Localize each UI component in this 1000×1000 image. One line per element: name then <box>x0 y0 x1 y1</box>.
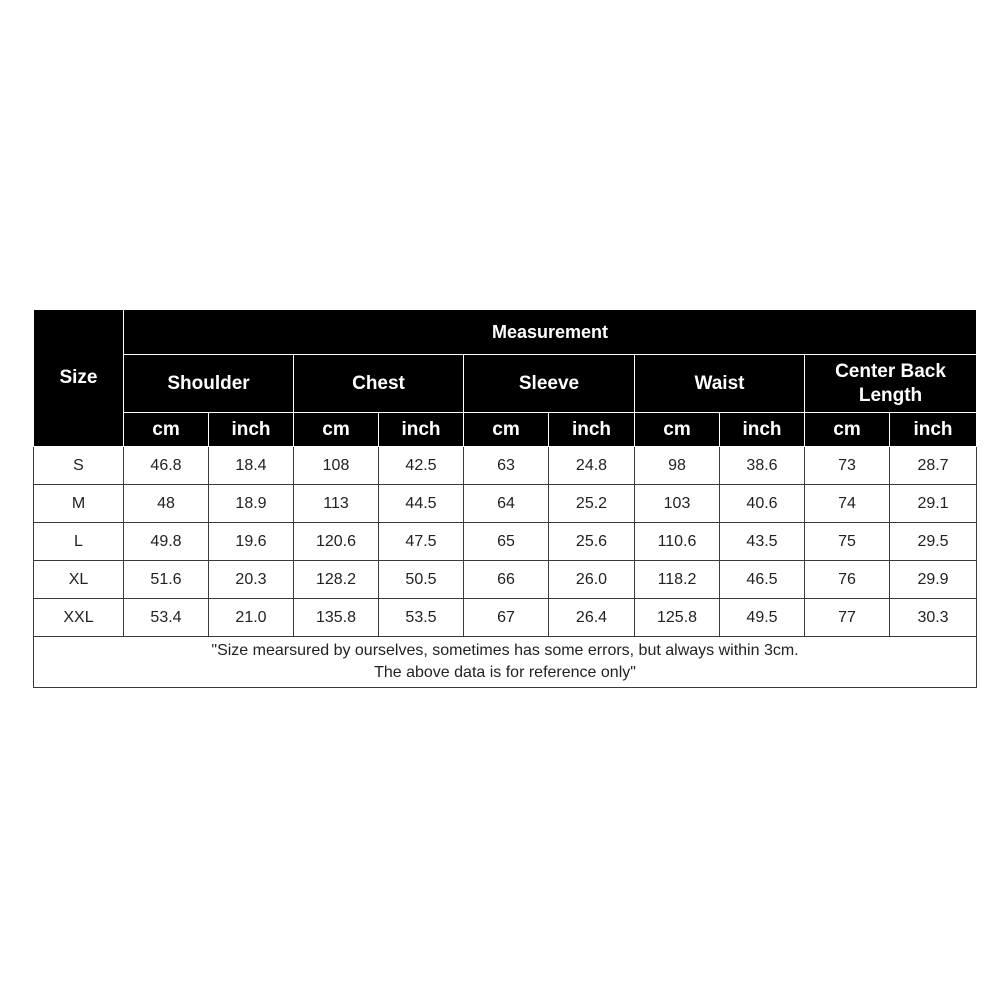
unit-header: inch <box>890 413 977 447</box>
size-table <box>33 309 977 688</box>
value-cell: 18.9 <box>209 485 294 523</box>
value-cell: 73 <box>805 447 890 485</box>
value-cell: 120.6 <box>294 523 379 561</box>
size-cell: XXL <box>34 599 124 637</box>
table-row <box>34 599 977 637</box>
value-cell: 21.0 <box>209 599 294 637</box>
value-cell: 128.2 <box>294 561 379 599</box>
unit-header: inch <box>549 413 635 447</box>
size-header: Size <box>34 310 124 447</box>
value-cell: 26.0 <box>549 561 635 599</box>
value-cell: 29.1 <box>890 485 977 523</box>
unit-header: cm <box>805 413 890 447</box>
value-cell: 51.6 <box>124 561 209 599</box>
value-cell: 46.8 <box>124 447 209 485</box>
value-cell: 98 <box>635 447 720 485</box>
value-cell: 19.6 <box>209 523 294 561</box>
value-cell: 49.8 <box>124 523 209 561</box>
group-header-waist: Waist <box>635 355 805 413</box>
group-header-chest: Chest <box>294 355 464 413</box>
value-cell: 67 <box>464 599 549 637</box>
size-cell: L <box>34 523 124 561</box>
value-cell: 29.5 <box>890 523 977 561</box>
note-line-1: "Size mearsured by ourselves, sometimes has some errors, but always within 3cm. <box>211 642 799 659</box>
value-cell: 46.5 <box>720 561 805 599</box>
note-line-2: The above data is for reference only" <box>374 664 636 681</box>
value-cell: 29.9 <box>890 561 977 599</box>
size-cell: S <box>34 447 124 485</box>
group-header-center-back-length: Center Back Length <box>805 355 977 413</box>
value-cell: 74 <box>805 485 890 523</box>
value-cell: 24.8 <box>549 447 635 485</box>
size-cell: M <box>34 485 124 523</box>
unit-header: inch <box>379 413 464 447</box>
value-cell: 40.6 <box>720 485 805 523</box>
value-cell: 25.6 <box>549 523 635 561</box>
value-cell: 47.5 <box>379 523 464 561</box>
value-cell: 103 <box>635 485 720 523</box>
value-cell: 76 <box>805 561 890 599</box>
value-cell: 66 <box>464 561 549 599</box>
value-cell: 18.4 <box>209 447 294 485</box>
value-cell: 113 <box>294 485 379 523</box>
value-cell: 53.5 <box>379 599 464 637</box>
unit-header: cm <box>635 413 720 447</box>
value-cell: 63 <box>464 447 549 485</box>
size-cell: XL <box>34 561 124 599</box>
value-cell: 65 <box>464 523 549 561</box>
value-cell: 44.5 <box>379 485 464 523</box>
value-cell: 20.3 <box>209 561 294 599</box>
note-row <box>34 637 977 688</box>
value-cell: 64 <box>464 485 549 523</box>
table-row <box>34 523 977 561</box>
unit-header: inch <box>209 413 294 447</box>
table-row <box>34 485 977 523</box>
value-cell: 110.6 <box>635 523 720 561</box>
group-header-shoulder: Shoulder <box>124 355 294 413</box>
value-cell: 48 <box>124 485 209 523</box>
unit-header: cm <box>124 413 209 447</box>
value-cell: 42.5 <box>379 447 464 485</box>
value-cell: 50.5 <box>379 561 464 599</box>
value-cell: 118.2 <box>635 561 720 599</box>
value-cell: 108 <box>294 447 379 485</box>
value-cell: 49.5 <box>720 599 805 637</box>
value-cell: 135.8 <box>294 599 379 637</box>
value-cell: 38.6 <box>720 447 805 485</box>
unit-header: cm <box>464 413 549 447</box>
unit-header: cm <box>294 413 379 447</box>
unit-header: inch <box>720 413 805 447</box>
value-cell: 75 <box>805 523 890 561</box>
value-cell: 26.4 <box>549 599 635 637</box>
measurement-header: Measurement <box>124 310 977 355</box>
table-row <box>34 561 977 599</box>
value-cell: 25.2 <box>549 485 635 523</box>
reference-note <box>34 637 977 688</box>
group-header-sleeve: Sleeve <box>464 355 635 413</box>
table-row <box>34 447 977 485</box>
value-cell: 77 <box>805 599 890 637</box>
value-cell: 125.8 <box>635 599 720 637</box>
value-cell: 28.7 <box>890 447 977 485</box>
size-chart <box>33 309 976 688</box>
value-cell: 43.5 <box>720 523 805 561</box>
value-cell: 30.3 <box>890 599 977 637</box>
value-cell: 53.4 <box>124 599 209 637</box>
